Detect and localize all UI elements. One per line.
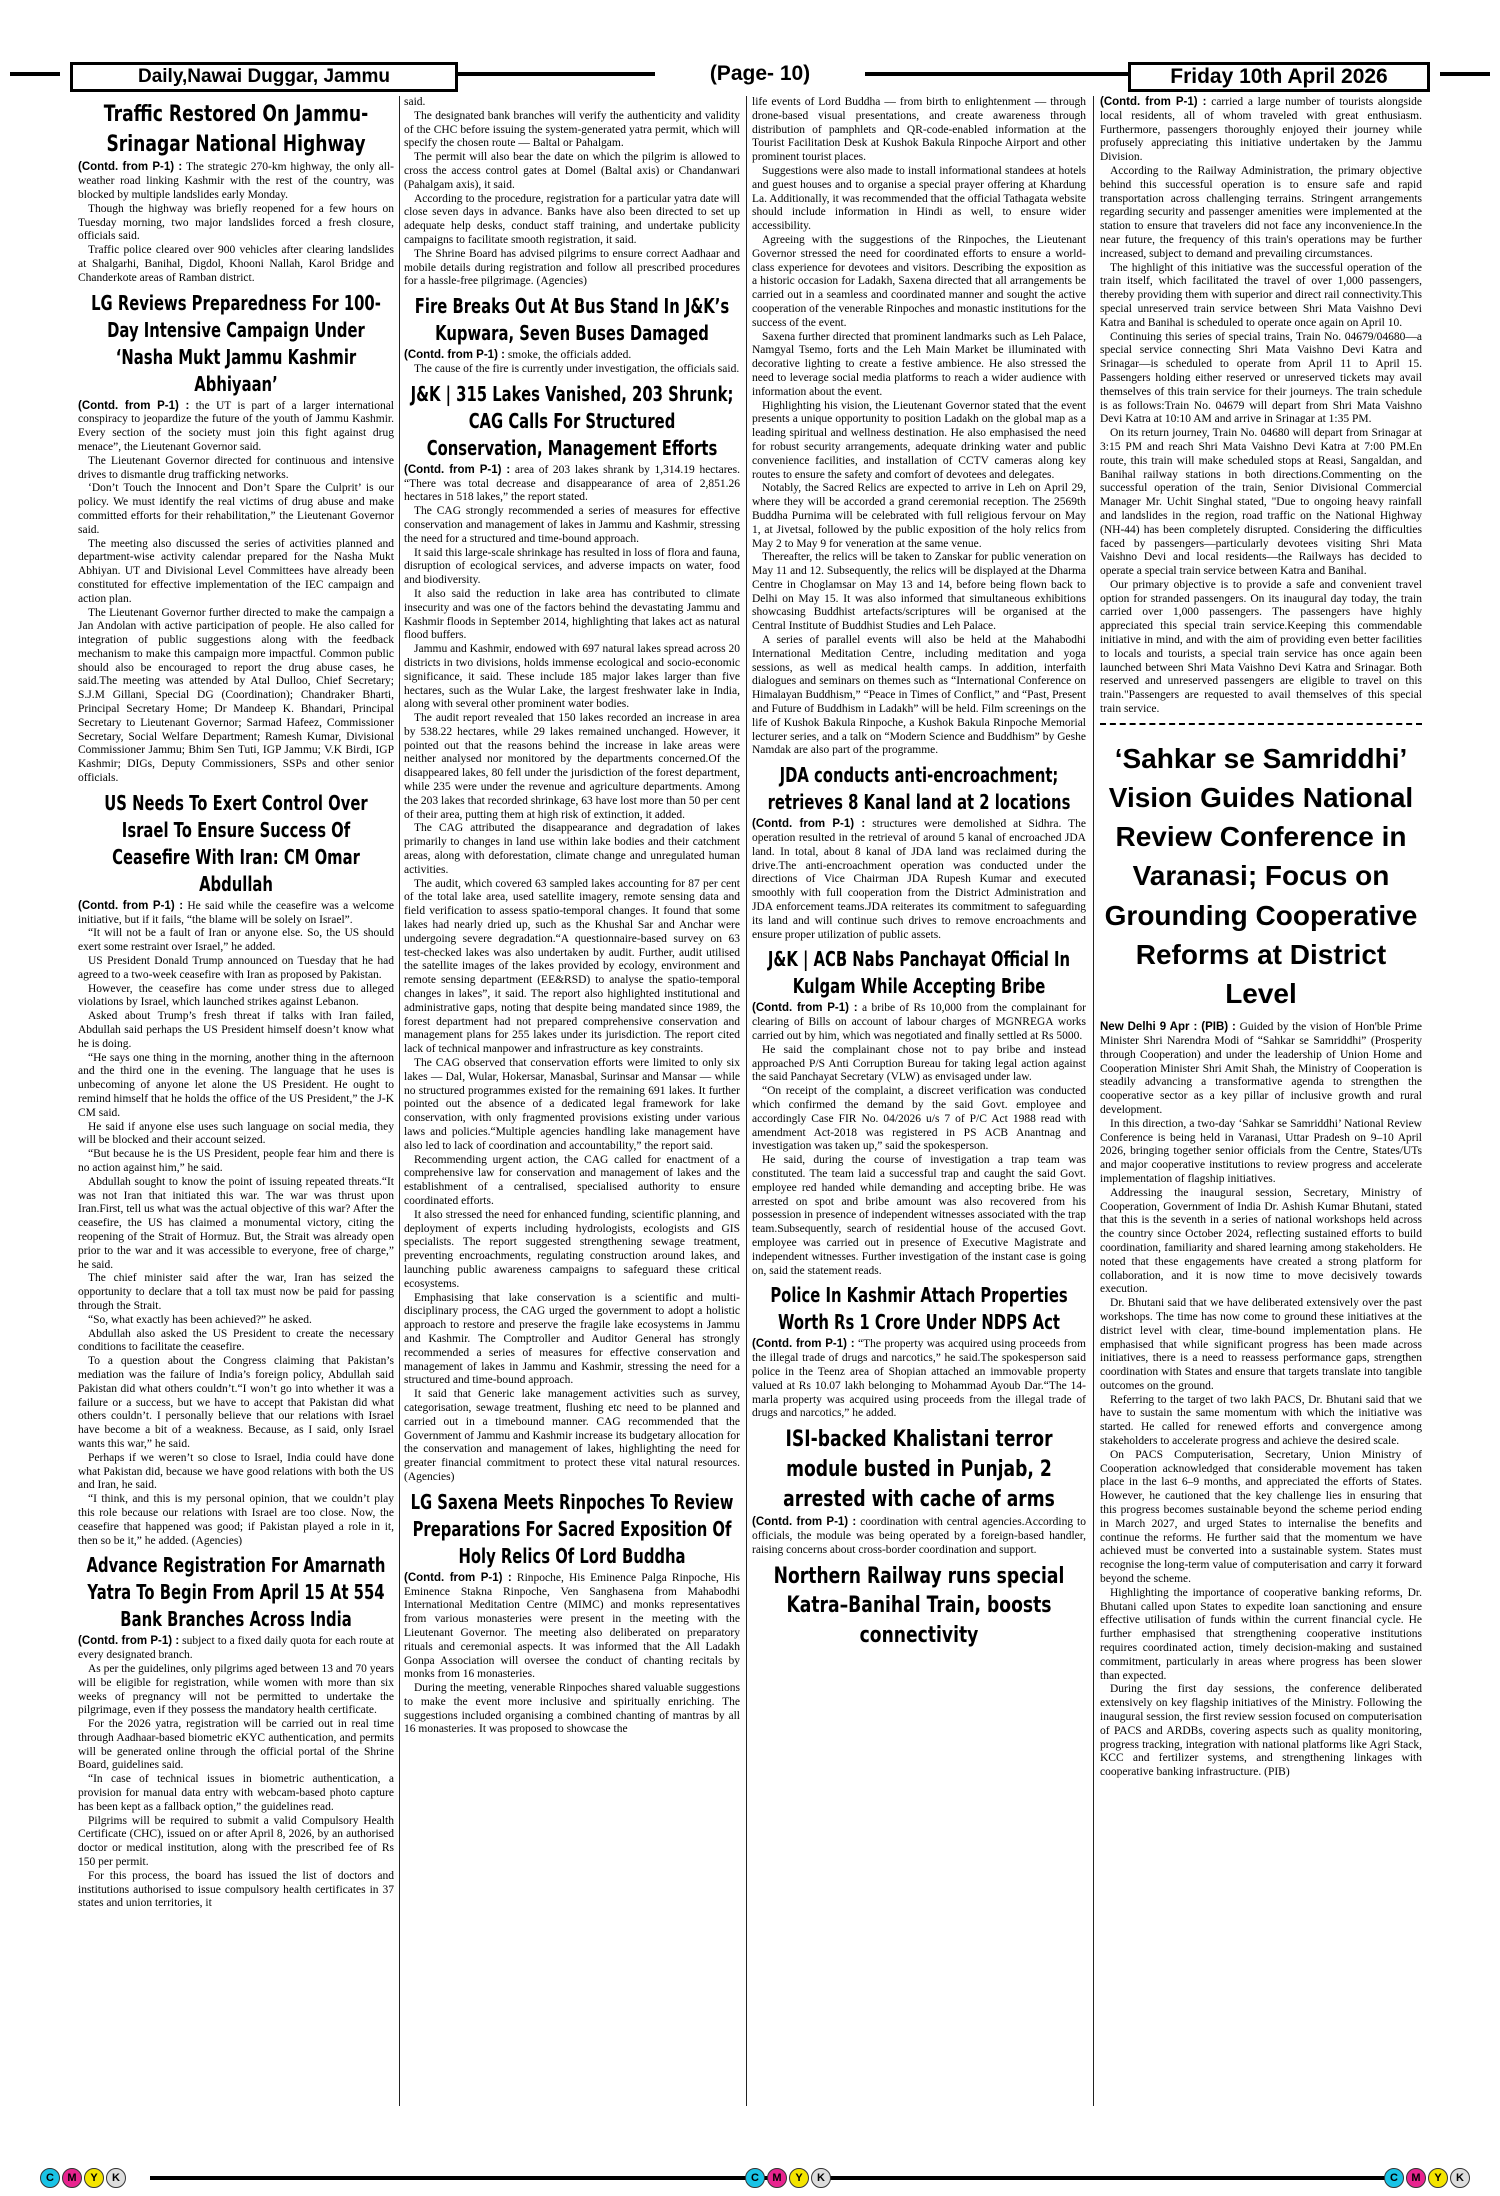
- dashed-separator: [1100, 723, 1422, 725]
- paragraph: According to the procedure, registration for a particular yatra date will close seven days in advance. Banks have also been directed to set up adequate help desks, conduct staff training, and undertake publicity campaigns to facilitate smooth registration, it said.: [404, 192, 740, 246]
- paragraph: The CAG strongly recommended a series of measures for effective conservation and management of lakes in Jammu and Kashmir, stressing the need for a structured and time-bound approach.: [404, 505, 740, 545]
- headline-lg-reviews: LG Reviews Preparedness For 100-Day Intensive Campaign Under ‘Nasha Mukt Jammu Kashmir Abhiyaan’: [91, 290, 381, 396]
- story-khalistani-module: [752, 1516, 1086, 1557]
- black-reg-mark: K: [106, 2168, 126, 2188]
- paragraph: The Lieutenant Governor further directed to make the campaign a Jan Andolan with active participation of people. He also called for integration of public suggestions along with the feedback mechanism to make this campaign more impactful. Common public should also be encouraged to report the drug abuse cases, he said.The meeting was attended by Atal Dulloo, Chief Secretary; S.J.M Gillani, Special DG (Coordination); Chandraker Bharti, Principal Secretary Home; Dr Mandeep K. Bhandari, Principal Secretary to Lieutenant Governor; Sarmad Hafeez, Commissioner Secretary, Social Welfare Department; Ramesh Kumar, Divisional Commissioner Jammu; Bhim Sen Tuti, IGP Jammu; V.K Birdi, IGP Kashmir; DIGs, Deputy Commissioners, SSPs and other senior officials.: [78, 606, 394, 785]
- paragraph: The audit, which covered 63 sampled lakes accounting for 87 per cent of the total lake area, used satellite imagery, remote sensing data and field verification to assess spatio-temporal changes. It found that some lakes had nearly dried up, such as the Khushal Sar and Anchar were undergoing severe degradation.“A questionnaire-based survey on 63 test-checked lakes was also undertaken by audit. Further, audit utilised the satellite images of the lakes provided by ecology, environment and remote sensing department (EE&RSD) to analyse the spatio-temporal changes in lakes”, it said. The report also highlighted institutional and administrative gaps, noting that despite being mandated since 1989, the forest department had not prepared comprehensive conservation and management plans for 255 lakes under its jurisdiction. The report cited lack of technical manpower and infrastructure as key constraints.: [404, 877, 740, 1056]
- paragraph: The audit report revealed that 150 lakes recorded an increase in area by 538.22 hectares, while 29 lakes remained unchanged. However, it pointed out that the reasons behind the increase in lake areas were neither analysed nor monitored by the departments concerned.Of the disappeared lakes, 80 fell under the jurisdiction of the forest department, while 235 were under the revenue and agriculture departments. Among the 203 lakes that recorded shrinkage, 63 have lost more than 50 per cent of their area, putting them at high risk of extinction, it added.: [404, 712, 740, 821]
- headline-acb-kulgam: J&K | ACB Nabs Panchayat Official In Kulgam While Accepting Bribe: [767, 947, 1071, 999]
- paragraph: To a question about the Congress claiming that Pakistan’s mediation was the failure of India’s foreign policy, Abdullah said Pakistan did what others couldn’t.“I won’t go into whether it was a failure or a success, but we have to accept that Pakistan did what others couldn’t. I personally believe that our relations with Israel have become a bit of a weakness. Because, as I said, only Israel wants this war,” he said.: [78, 1355, 394, 1450]
- print-registration-strip: [0, 2166, 1500, 2196]
- black-reg-mark: K: [1450, 2168, 1470, 2188]
- paragraph: subject to a fixed daily quota for each route at every designated branch.: [78, 1635, 394, 1662]
- column-1: [78, 96, 394, 2106]
- paragraph: In this direction, a two-day ‘Sahkar se Samriddhi’ National Review Conference is being held in Varanasi, Uttar Pradesh on 9–10 April 2026, bringing together senior officials from the Centre, States/UTs and major cooperative institutions to review progress and accelerate implementation of flagship initiatives.: [1100, 1117, 1422, 1185]
- paragraph: The cause of the fire is currently under investigation, the officials said.: [414, 362, 740, 375]
- cyan-reg-mark: C: [1384, 2168, 1404, 2188]
- paragraph: Dr. Bhutani said that we have deliberated extensively over the past workshops. The time has now come to ground these initiatives at the district level with clear, time-bound implementation plans. He emphasised that while significant progress has been made across initiatives, there is a need to reassess performance gaps, strengthen coordination with States and ensure that targets translate into tangible outcomes on the ground.: [1100, 1297, 1422, 1392]
- paragraph: A series of parallel events will also be held at the Mahabodhi International Meditation Centre, including meditation and yoga sessions, as well as medical health camps. In addition, interfaith dialogues and seminars on themes such as “International Conference on Himalayan Buddhism,” “Peace in Times of Conflict,” and “Past, Present and Future of Buddhism in Ladakh” will be held. Film screenings on the life of Kushok Bakula Rinpoche, a Kushok Bakula Rinpoche Memorial lecturer series, and a talk on “Modern Science and Buddhism” by Geshe Namdak are also part of the programme.: [752, 634, 1086, 757]
- story-rinpoches-continued: [752, 96, 1086, 758]
- paragraph: The CAG observed that conservation efforts were limited to only six lakes — Dal, Wular, Hokersar, Manasbal, Surinsar and Mansar — while no structured programmes existed for the remaining 691 lakes. It further pointed out the absence of a dedicated legal framework for lake conservation, with only fragmented provisions existing under various laws and policies.“Multiple agencies handling lake management have also led to lack of coordination and accountability,” the report said.: [404, 1057, 740, 1152]
- paragraph: However, the ceasefire has come under stress due to alleged violations by Israel, which launched strikes against Lebanon.: [78, 982, 394, 1009]
- story-train-continued: [1100, 96, 1422, 717]
- paragraph: He said if anyone else uses such language on social media, they will be blocked and their account seized.: [78, 1120, 394, 1147]
- yellow-reg-mark: Y: [1428, 2168, 1448, 2188]
- paragraph: The Lieutenant Governor directed for continuous and intensive drives to dismantle drug trafficking networks.: [78, 454, 394, 481]
- paragraph: On PACS Computerisation, Secretary, Union Ministry of Cooperation acknowledged that considerable movement has taken place in the last 6–9 months, and appreciated the efforts of States. However, he cautioned that the key challenge lies in ensuring that this progress becomes sustainable beyond the scheme period ending in March 2027, and urged States to internalise the benefits and continue the reforms. He further said that the momentum we have achieved must be converted into a sustainable system. States must recognise the long-term value of computerisation and carry it forward beyond the scheme.: [1100, 1448, 1422, 1586]
- paragraph: Emphasising that lake conservation is a scientific and multi-disciplinary process, the CAG urged the government to adopt a holistic approach to restore and preserve the fragile lake ecosystems in Jammu and Kashmir. The Comptroller and Auditor General has strongly recommended a series of measures for effective conservation and management of lakes in Jammu and Kashmir, stressing the need for a structured and time-bound approach.: [404, 1291, 740, 1387]
- contd-label: (Contd. from P-1) :: [404, 463, 511, 476]
- paragraph: Notably, the Sacred Relics are expected to arrive in Leh on April 29, where they will be accorded a grand ceremonial reception. The 2569th Buddha Purnima will be celebrated with full religious fervour on May 1, at Jivetsal, followed by the public exposition of the holy relics from May 2 to May 9 for veneration at the same venue.: [752, 482, 1086, 550]
- paragraph: It said that Generic lake management activities such as survey, categorisation, sewage treatment, flushing etc need to be planned and carried out in a timebound manner. CAG recommended that the Government of Jammu and Kashmir increase its budgetary allocation for the conservation and management of lakes, highlighting the need for greater financial commitment to protect these vital natural resources. (Agencies): [404, 1388, 740, 1483]
- magenta-reg-mark: M: [767, 2168, 787, 2188]
- paragraph: Highlighting the importance of cooperative banking reforms, Dr. Bhutani called upon States to expedite loan sanctioning and ensure effective utilisation of funds within the current financial cycle. He further emphasised that strengthening cooperative institutions requires coordinated action, timely decision-making and sustained commitment, particularly in areas where progress has been slower than expected.: [1100, 1586, 1422, 1682]
- paragraph: a bribe of Rs 10,000 from the complainant for clearing of Bills on account of labour charges of MGNREGA works carried out by him, which was negotiated and finally settled at Rs 5000.: [752, 1002, 1086, 1043]
- story-lg-reviews: [78, 400, 394, 786]
- paragraph: smoke, the officials added.: [507, 349, 632, 362]
- cyan-reg-mark: C: [745, 2168, 765, 2188]
- story-jda-encroachment: [752, 818, 1086, 942]
- paragraph: For this process, the board has issued the list of doctors and institutions authorised to issue compulsory health certificates in 37 states and union territories, it: [78, 1869, 394, 1910]
- column-4: [1100, 96, 1422, 2106]
- paragraph: Asked about Trump’s fresh threat if talks with Iran failed, Abdullah said perhaps the US President himself doesn’t know what he is doing.: [78, 1010, 394, 1050]
- contd-label: (Contd. from P-1) :: [752, 818, 866, 831]
- cyan-reg-mark: C: [40, 2168, 60, 2188]
- paragraph: It also stressed the need for enhanced funding, scientific planning, and deployment of experts including hydrologists, ecologists and GIS specialists. The report suggested strengthening sewage treatment, preventing encroachments, regulating construction around lakes, and launching public awareness campaigns to safeguard these critical ecosystems.: [404, 1208, 740, 1290]
- headline-sahkar-samriddhi: ‘Sahkar se Samriddhi’ Vision Guides National Review Conference in Varanasi; Focus on Grounding Cooperative Reforms at District Level: [1104, 742, 1418, 1009]
- paragraph: carried a large number of tourists alongside local residents, all of whom traveled with great enthusiasm. Furthermore, passengers thoroughly enjoyed their journey while profusely appreciating this initiative undertaken by the Jammu Division.: [1100, 96, 1422, 164]
- headline-katra-banihal-train: Northern Railway runs special Katra–Banihal Train, boosts connectivity: [773, 1563, 1065, 1648]
- top-rule-left: [10, 72, 60, 76]
- paragraph: The permit will also bear the date on which the pilgrim is allowed to cross the access control gates at Domel (Baltal axis) or Chandanwari (Pahalgam axis), it said.: [404, 151, 740, 191]
- contd-label: (Contd. from P-1) :: [78, 161, 183, 174]
- paragraph: Recommending urgent action, the CAG called for enactment of a comprehensive law for conservation and management of lakes and the establishment of a centralised, specialised authority to ensure coordinated efforts.: [404, 1153, 740, 1207]
- story-ndps-attach: [752, 1338, 1086, 1421]
- story-lg-saxena-rinpoches: [404, 1572, 740, 1738]
- paragraph: “But because he is the US President, people fear him and there is no action against him,” he said.: [78, 1148, 394, 1174]
- paragraph: The strategic 270-km highway, the only all-weather road linking Kashmir with the rest of the country, was blocked by multiple landslides early Monday.: [78, 161, 394, 201]
- paragraph: The designated bank branches will verify the authenticity and validity of the CHC before issuing the system-generated yatra permit, which will specify the chosen route — Baltal or Pahalgam.: [404, 109, 740, 150]
- yellow-reg-mark: Y: [84, 2168, 104, 2188]
- headline-khalistani-module: ISI-backed Khalistani terror module busted in Punjab, 2 arrested with cache of arms: [783, 1427, 1055, 1512]
- story-amarnath-registration: [78, 1635, 394, 1911]
- page-header: [70, 56, 1430, 86]
- column-divider: [746, 96, 747, 2106]
- column-2: [404, 96, 740, 2106]
- top-rule-right: [1440, 72, 1490, 76]
- contd-label: (Contd. from P-1) :: [78, 1635, 180, 1648]
- headline-lg-saxena-rinpoches: LG Saxena Meets Rinpoches To Review Preparations For Sacred Exposition Of Holy Relics Of Lord Buddha: [410, 1489, 734, 1568]
- headline-traffic-restored: Traffic Restored On Jammu-Srinagar National Highway: [103, 102, 369, 157]
- paragraph: Pilgrims will be required to submit a valid Compulsory Health Certificate (CHC), issued on or after April 8, 2026, by an authorised doctor or medical institution, along with the prescribed fee of Rs 150 per permit.: [78, 1814, 394, 1869]
- bottom-rule: [830, 2176, 1400, 2180]
- paragraph: area of 203 lakes shrank by 1,314.19 hectares. “There was total decrease and disappearance of area of 2,851.26 hectares in 518 lakes,” the report stated.: [404, 463, 740, 504]
- paragraph: “In case of technical issues in biometric authentication, a provision for manual data entry with webcam-based photo capture has been kept as a fallback option,” the guidelines read.: [78, 1773, 394, 1813]
- contd-label: (Contd. from P-1) :: [78, 399, 190, 412]
- paragraph: Addressing the inaugural session, Secretary, Ministry of Cooperation, Government of India Dr. Ashish Kumar Bhutani, stated that this is the seventh in a series of national workshops held across the country since October 2024, reflecting sustained efforts to build coordination, familiarity and shared learning among stakeholders. He noted that these engagements have created a strong platform for collaboration, and it is now time to move decisively towards execution.: [1100, 1186, 1422, 1296]
- paragraph: He said the complainant chose not to pay bribe and instead approached P/S Anti Corruption Bureau for taking legal action against the said Panchayat Secretary (VLW) as envisaged under law.: [752, 1043, 1086, 1084]
- paragraph: During the first day sessions, the conference deliberated extensively on key flagship initiatives of the Ministry. Following the inaugural session, the first review session focused on computerisation of PACS and ARDBs, covering aspects such as quality monitoring, progress tracking, integration with national platforms like Agri Stack, KCC and fertilizer systems, and strengthening linkages with cooperative banking infrastructure. (PIB): [1100, 1683, 1422, 1779]
- paragraph: ‘Don’t Touch the Innocent and Don’t Spare the Culprit’ is our policy. We must identify the real victims of drug abuse and make committed efforts for their rehabilitation,” the Lieutenant Governor said.: [78, 482, 394, 536]
- story-us-israel: [78, 900, 394, 1548]
- contd-label: (Contd. from P-1) :: [752, 1516, 857, 1529]
- paragraph: Jammu and Kashmir, endowed with 697 natural lakes spread across 20 districts in two divisions, holds immense ecological and socio-economic significance, it said. These include 185 major lakes larger than five hectares, such as the Wular Lake, the largest freshwater lake in India, along with several other prominent water bodies.: [404, 643, 740, 711]
- story-amarnath-continued: [404, 96, 740, 289]
- column-3: [752, 96, 1086, 2106]
- paragraph: According to the Railway Administration, the primary objective behind this successful operation is to ensure safe and rapid transportation across challenging terrains. Stringent arrangements regarding security and passenger amenities were implemented at the station to ensure that travelers did not face any inconvenience.In the near future, the frequency of this train's operations may be further increased, subject to demand and prevailing circumstances.: [1100, 164, 1422, 260]
- contd-label: (Contd. from P-1) :: [404, 1571, 512, 1584]
- paragraph: The highlight of this initiative was the successful operation of the train itself, which facilitated the travel of over 1,000 passengers, thereby providing them with superior and direct rail connectivity.This special unreserved train service between Shri Mata Vaishno Devi Katra and Banihal is scheduled to operate once again on April 10.: [1100, 261, 1422, 329]
- paragraph: Agreeing with the suggestions of the Rinpoches, the Lieutenant Governor stressed the need for coordinated efforts to ensure a world-class experience for devotees and visitors. Describing the exposition as a historic occasion for Ladakh, Saxena directed that all arrangements be carried out in a seamless and coordinated manner and sought the active cooperation of the venerable Rinpoches and monastic institutions for the success of the event.: [752, 233, 1086, 329]
- contd-label: (Contd. from P-1) :: [78, 899, 184, 912]
- paragraph: For the 2026 yatra, registration will be carried out in real time through Aadhaar-based biometric eKYC authentication, and permits will be generated online through the official portal of the Shrine Board, guidelines said.: [78, 1718, 394, 1772]
- dateline: New Delhi 9 Apr : (PIB) :: [1100, 1021, 1236, 1034]
- magenta-reg-mark: M: [1406, 2168, 1426, 2188]
- contd-label: (Contd. from P-1) :: [752, 1002, 858, 1015]
- paragraph: The Shrine Board has advised pilgrims to ensure correct Aadhaar and mobile details during registration and follow all prescribed procedures for a hassle-free pilgrimage. (Agencies): [404, 247, 740, 288]
- paragraph: The CAG attributed the disappearance and degradation of lakes primarily to changes in land use within lake bodies and their catchment areas, along with deforestation, climate change and unregulated human activities.: [404, 822, 740, 876]
- paragraph: He said while the ceasefire was a welcome initiative, but if it fails, “the blame will be solely on Israel”.: [78, 899, 394, 926]
- story-sahkar-samriddhi: [1100, 1021, 1422, 1780]
- paragraph: “On receipt of the complaint, a discreet verification was conducted which confirmed the demand by the said Govt. employee and accordingly Case FIR No. 04/2026 u/s 7 of P/C Act 1988 read with amendment Act-2018 was registered in PS ACB Anantnag and investigation was taken up,” said the spokesperson.: [752, 1085, 1086, 1153]
- paragraph: Perhaps if we weren’t so close to Israel, India could have done what Pakistan did, because we have good relations with both the US and Iran, he said.: [78, 1451, 394, 1492]
- paragraph: Though the highway was briefly reopened for a few hours on Tuesday morning, two major landslides forced a fresh closure, officials said.: [78, 202, 394, 243]
- paragraph: Our primary objective is to provide a safe and convenient travel option for stranded passengers. On its inaugural day today, the train carried over 1,000 passengers. The passengers have highly appreciated this special train service.Keeping this commendable initiative in mind, and with the aim of providing even better facilities to locals and tourists, a special train service has once again been launched between Shri Mata Vaishno Devi Katra and Srinagar. Both reserved and unreserved passengers are eligible to travel on this train."Passengers are requested to avail themselves of this special train service.: [1100, 578, 1422, 716]
- paragraph: structures were demolished at Sidhra. The operation resulted in the retrieval of around 5 kanal of encroached JDA land. In total, about 8 kanal of JDA land was reclaimed during the drive.The anti-encroachment operation was conducted under the directions of Vice Chairman JDA Rupesh Kumar and executed smoothly with full cooperation from the District Administration and JDA enforcement teams.JDA reiterates its commitment to safeguarding its land and will continue such drives to remove encroachments and ensure proper utilization of public assets.: [752, 818, 1086, 941]
- paragraph: said.: [404, 96, 426, 108]
- paragraph: He said, during the course of investigation a trap team was constituted. The team laid a successful trap and caught the said Govt. employee red handed while demanding and accepting bribe. He was arrested on spot and bribe amount was also recovered from his possession in presence of independent witnesses associated with the trap team.Subsequently, search of residential house of the accused Govt. employee was carried out in presence of Executive Magistrate and independent witnesses. Further investigation of the instant case is going on, said the statement reads.: [752, 1154, 1086, 1277]
- paragraph: Abdullah sought to know the point of issuing repeated threats.“It was not Iran that initiated this war. The war was thrust upon Iran.First, tell us what was the actual objective of this war? After the ceasefire, the US has claimed a monumental victory, citing the reopening of the Strait of Hormuz. But, the Strait was already open prior to the war and it was accessible to everyone, free of charge,” he said.: [78, 1175, 394, 1271]
- paragraph: Rinpoche, His Eminence Palga Rinpoche, His Eminence Stakna Rinpoche, Ven Sanghasena from Mahabodhi International Meditation Centre (MIMC) and monks representatives from various monasteries were present in the meeting with the Lieutenant Governor. The meeting also deliberated on preparatory rituals and ceremonial aspects. It was informed that the All Ladakh Gonpa Association will oversee the conduct of chanting recitals by monks from 16 monasteries.: [404, 1571, 740, 1681]
- bottom-rule: [150, 2176, 770, 2180]
- paragraph: life events of Lord Buddha — from birth to enlightenment — through drone-based visual presentations, and create awareness through distribution of pamphlets and QR-code-enabled information at the Tourist Facilitation Desk at Kushok Bakula Rinpoche Airport and other prominent tourist places.: [752, 96, 1086, 164]
- contd-label: (Contd. from P-1) :: [752, 1338, 855, 1351]
- magenta-reg-mark: M: [62, 2168, 82, 2188]
- paragraph: The chief minister said after the war, Iran has seized the opportunity to declare that a toll tax must now be paid for passing through the Strait.: [78, 1272, 394, 1312]
- paragraph: It also said the reduction in lake area has contributed to climate insecurity and was one of the factors behind the devastating Jammu and Kashmir floods in September 2014, highlighting that lakes act as natural flood buffers.: [404, 587, 740, 642]
- page-date: Friday 10th April 2026: [1128, 62, 1430, 92]
- paragraph: On its return journey, Train No. 04680 will depart from Srinagar at 3:15 PM and reach Shri Mata Vaishno Devi Katra at 7:00 PM.En route, this train will make scheduled stops at Reasi, Sangaldan, and Banihal railway stations in both directions.Commenting on the successful operation of the train, Senior Divisional Commercial Manager Mr. Uchit Singhal stated, "Due to ongoing heavy rainfall and landslides in the region, road traffic on the National Highway (NH-44) has been completely disrupted. Considering the difficulties faced by passengers—particularly devotees visiting Shri Mata Vaishno Devi and local residents—the Railways has decided to operate a special train service between Katra and Banihal.: [1100, 427, 1422, 578]
- paragraph: As per the guidelines, only pilgrims aged between 13 and 70 years will be eligible for registration, while women with more than six weeks of pregnancy will not be permitted to undertake the pilgrimage, even if they possess the mandatory health certificate.: [78, 1662, 394, 1717]
- page-number: (Page- 10): [655, 62, 865, 86]
- paragraph: Abdullah also asked the US President to create the necessary conditions to facilitate the ceasefire.: [78, 1327, 394, 1354]
- story-acb-kulgam: [752, 1002, 1086, 1278]
- contd-label: (Contd. from P-1) :: [1100, 96, 1207, 108]
- paragraph: Referring to the target of two lakh PACS, Dr. Bhutani said that we have to sustain the same momentum with which the initiative was started. He called for renewed efforts and convergence among stakeholders to accelerate progress and achieve the desired scale.: [1100, 1393, 1422, 1448]
- contd-label: (Contd. from P-1) :: [404, 349, 505, 362]
- paragraph: Guided by the vision of Hon'ble Prime Minister Shri Narendra Modi of “Sahkar se Samriddhi” (Prosperity through Cooperation) and under the leadership of Union Home and Cooperation Minister Shri Amit Shah, the Ministry of Cooperation is steadily advancing a transformative agenda to strengthen the cooperative sector as a key pillar of inclusive growth and rural development.: [1100, 1021, 1422, 1116]
- paragraph: Saxena further directed that prominent landmarks such as Leh Palace, Namgyal Tsemo, forts and the Leh Main Market be illuminated with decorative lighting to create a festive ambience. He also stressed the need to leverage social media platforms to reach a wider audience with information about the event.: [752, 330, 1086, 398]
- story-cag-lakes: [404, 464, 740, 1485]
- paragraph: coordination with central agencies.According to officials, the module was being operated by a foreign-based handler, raising concerns about cross-border coordination and support.: [752, 1516, 1086, 1556]
- paragraph: The meeting also discussed the series of activities planned and department-wise activity calendar prepared for the Nasha Mukt Abhiyan. UT and Divisional Level Committees have already been constituted for effective implementation of the IEC campaign and action plan.: [78, 537, 394, 605]
- column-divider: [399, 96, 400, 2106]
- headline-us-israel: US Needs To Exert Control Over Israel To Ensure Success Of Ceasefire With Iran: CM Omar Abdullah: [104, 790, 368, 896]
- paragraph: Suggestions were also made to install informational standees at hotels and guest houses and to organise a special prayer offering at Khardung La. Additionally, it was recommended that the official Tathagata website should include information in Hindi as well, to ensure wider accessibility.: [752, 164, 1086, 233]
- headline-cag-lakes: J&K | 315 Lakes Vanished, 203 Shrunk; CAG Calls For Structured Conservation, Management Efforts: [410, 381, 734, 460]
- paragraph: “He says one thing in the morning, another thing in the afternoon and the third one in the evening. The language that he uses is unbecoming of anyone let alone the US President. He ought to remind himself that he holds the office of the US President,” the J-K CM said.: [78, 1051, 394, 1119]
- paragraph: Traffic police cleared over 900 vehicles after clearing landslides at Shalgarhi, Banihal, Digdol, Khooni Nallah, Karol Bridge and Chanderkote areas of Ramban district.: [78, 244, 394, 284]
- paragraph: “So, what exactly has been achieved?” he asked.: [88, 1313, 312, 1326]
- headline-ndps-attach: Police In Kashmir Attach Properties Worth Rs 1 Crore Under NDPS Act: [770, 1283, 1068, 1335]
- black-reg-mark: K: [811, 2168, 831, 2188]
- paragraph: “The property was acquired using proceeds from the illegal trade of drugs and narcotics,” he said.The spokesperson said police in the Teenz area of Shopian attached an immovable property valued at Rs 10.07 lakh belonging to Mohammad Ayoub Dar.“The 14-marla property was acquired using proceeds from the illegal trade of drugs and narcotics,” he added.: [752, 1338, 1086, 1420]
- paragraph: US President Donald Trump announced on Tuesday that he had agreed to a two-week ceasefire with Iran as proposed by Pakistan.: [78, 955, 394, 981]
- headline-jda-encroachment: JDA conducts anti-encroachment; retrieves 8 Kanal land at 2 locations: [767, 763, 1071, 815]
- paragraph: During the meeting, venerable Rinpoches shared valuable suggestions to make the event more inclusive and spiritually enriching. The suggestions included organising a combined chanting of mantras by all 16 monasteries. It was proposed to showcase the: [404, 1682, 740, 1736]
- masthead-label: Daily,Nawai Duggar, Jammu: [70, 62, 458, 92]
- yellow-reg-mark: Y: [789, 2168, 809, 2188]
- paragraph: Continuing this series of special trains, Train No. 04679/04680—a special service connecting Shri Mata Vaishno Devi Katra and Srinagar—is scheduled to operate from April 11 to April 15. Passengers holding either reserved or unreserved tickets may avail themselves of this train service for their journeys. The train schedule is as follows:Train No. 04679 will depart from Shri Mata Vaishno Devi Katra at 10:10 AM and arrive in Srinagar at 1:35 PM.: [1100, 330, 1422, 426]
- paragraph: “It will not be a fault of Iran or anyone else. So, the US should exert some restraint over Israel,” he added.: [78, 927, 394, 954]
- story-traffic-restored: [78, 161, 394, 285]
- paragraph: Thereafter, the relics will be taken to Zanskar for public veneration on May 11 and 12. Subsequently, the relics will be displayed at the Dharma Centre in Choglamsar on May 13 and 14, before being flown back to Delhi on May 15. It was also informed that simultaneous exhibitions showcasing Buddhist artefacts/scriptures will be organised at the Central Institute of Buddhist Studies and Leh Palace.: [752, 551, 1086, 633]
- paragraph: “I think, and this is my personal opinion, that we couldn’t play this role because our relations with Israel are too close. Now, the ceasefire that happened was good; if Pakistan played a role in it, then so be it,” he added. (Agencies): [78, 1493, 394, 1547]
- paragraph: the UT is part of a larger international conspiracy to jeopardize the future of the youth of Jammu Kashmir. Every section of the society must join this fight against drug menace”, the Lieutenant Governor said.: [78, 399, 394, 453]
- headline-amarnath-registration: Advance Registration For Amarnath Yatra To Begin From April 15 At 554 Bank Branches Across India: [86, 1553, 386, 1632]
- column-divider: [1093, 96, 1094, 2106]
- paragraph: It said this large-scale shrinkage has resulted in loss of flora and fauna, disruption of ecological services, and adverse impacts on water, food and biodiversity.: [404, 546, 740, 587]
- story-kupwara-fire: [404, 349, 740, 377]
- paragraph: Highlighting his vision, the Lieutenant Governor stated that the event presents a unique opportunity to position Ladakh on the global map as a leading spiritual and wellness destination. He also emphasised the need for robust security arrangements, adequate drinking water and public convenience facilities, and installation of CCTV cameras along key routes to ensure the safety and comfort of devotees and delegates.: [752, 399, 1086, 481]
- headline-kupwara-fire: Fire Breaks Out At Bus Stand In J&K’s Kupwara, Seven Buses Damaged: [414, 294, 730, 346]
